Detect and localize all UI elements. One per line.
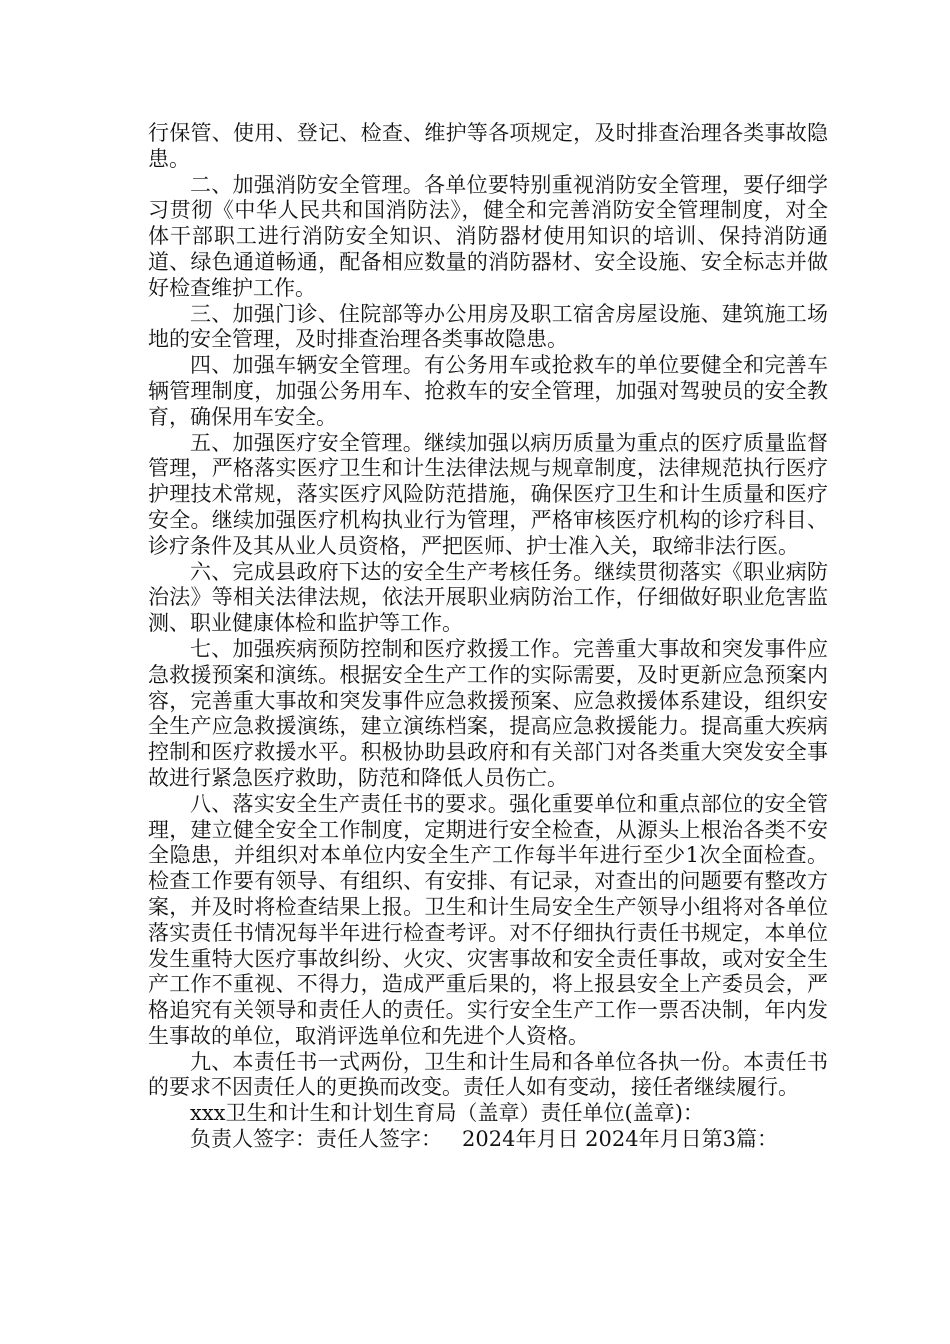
- paragraph-continuation: 行保管、使用、登记、检查、维护等各项规定，及时排查治理各类事故隐患。: [148, 121, 828, 171]
- signature-persons-text: 负责人签字：责任人签字： 2024年月日 2024年月日第3篇：: [190, 1127, 778, 1152]
- paragraph-medical-safety: 五、加强医疗安全管理。继续加强以病历质量为重点的医疗质量监督管理，严格落实医疗卫生和计生法律法规与规章制度，法律规范执行医疗护理技术常规，落实医疗风险防范措施，确保医疗卫生和计生质量和医疗安全。继续加强医疗机构执业行为管理，严格审核医疗机构的诊疗科目、诊疗条件及其从业人员资格，严把医师、护士准入关，取缔非法行医。: [148, 430, 828, 558]
- signature-persons-line: [148, 1127, 828, 1153]
- paragraph-copies: 九、本责任书一式两份，卫生和计生局和各单位各执一份。本责任书的要求不因责任人的更换而改变。责任人如有变动，接任者继续履行。: [148, 1049, 828, 1100]
- signature-units-text: xxx卫生和计生和计划生育局（盖章）责任单位(盖章)：: [190, 1101, 704, 1126]
- signature-units-line: [148, 1101, 828, 1127]
- paragraph-disease-control: 七、加强疾病预防控制和医疗救援工作。完善重大事故和突发事件应急救援预案和演练。根据安全生产工作的实际需要，及时更新应急预案内容，完善重大事故和突发事件应急救援预案、应急救援体系建设，组织安全生产应急救援演练，建立演练档案，提高应急救援能力。提高重大疾病控制和医疗救援水平。积极协助县政府和有关部门对各类重大突发安全事故进行紧急医疗救助，防范和降低人员伤亡。: [148, 636, 828, 790]
- paragraph-fire-safety: 二、加强消防安全管理。各单位要特别重视消防安全管理，要仔细学习贯彻《中华人民共和国消防法》，健全和完善消防安全管理制度，对全体干部职工进行消防安全知识、消防器材使用知识的培训、保持消防通道、绿色通道畅通，配备相应数量的消防器材、安全设施、安全标志并做好检查维护工作。: [148, 172, 828, 300]
- paragraph-assessment-tasks: 六、完成县政府下达的安全生产考核任务。继续贯彻落实《职业病防治法》等相关法律法规，依法开展职业病防治工作，仔细做好职业危害监测、职业健康体检和监护等工作。: [148, 559, 828, 636]
- paragraph-responsibility: 八、落实安全生产责任书的要求。强化重要单位和重点部位的安全管理，建立健全安全工作制度，定期进行安全检查，从源头上根治各类不安全隐患，并组织对本单位内安全生产工作每半年进行至少1次全面检查。检查工作要有领导、有组织、有安排、有记录，对查出的问题要有整改方案，并及时将检查结果上报。卫生和计生局安全生产领导小组将对各单位落实责任书情况每半年进行检查考评。对不仔细执行责任书规定，本单位发生重特大医疗事故纠纷、火灾、灾害事故和安全责任事故，或对安全生产工作不重视、不得力，造成严重后果的，将上报县安全上产委员会，严格追究有关领导和责任人的责任。实行安全生产工作一票否决制，年内发生事故的单位，取消评选单位和先进个人资格。: [148, 791, 828, 1048]
- document-page: [148, 121, 828, 1153]
- paragraph-vehicle-safety: 四、加强车辆安全管理。有公务用车或抢救车的单位要健全和完善车辆管理制度，加强公务用车、抢救车的安全管理，加强对驾驶员的安全教育，确保用车安全。: [148, 353, 828, 429]
- paragraph-building-safety: 三、加强门诊、住院部等办公用房及职工宿舍房屋设施、建筑施工场地的安全管理，及时排查治理各类事故隐患。: [148, 301, 828, 352]
